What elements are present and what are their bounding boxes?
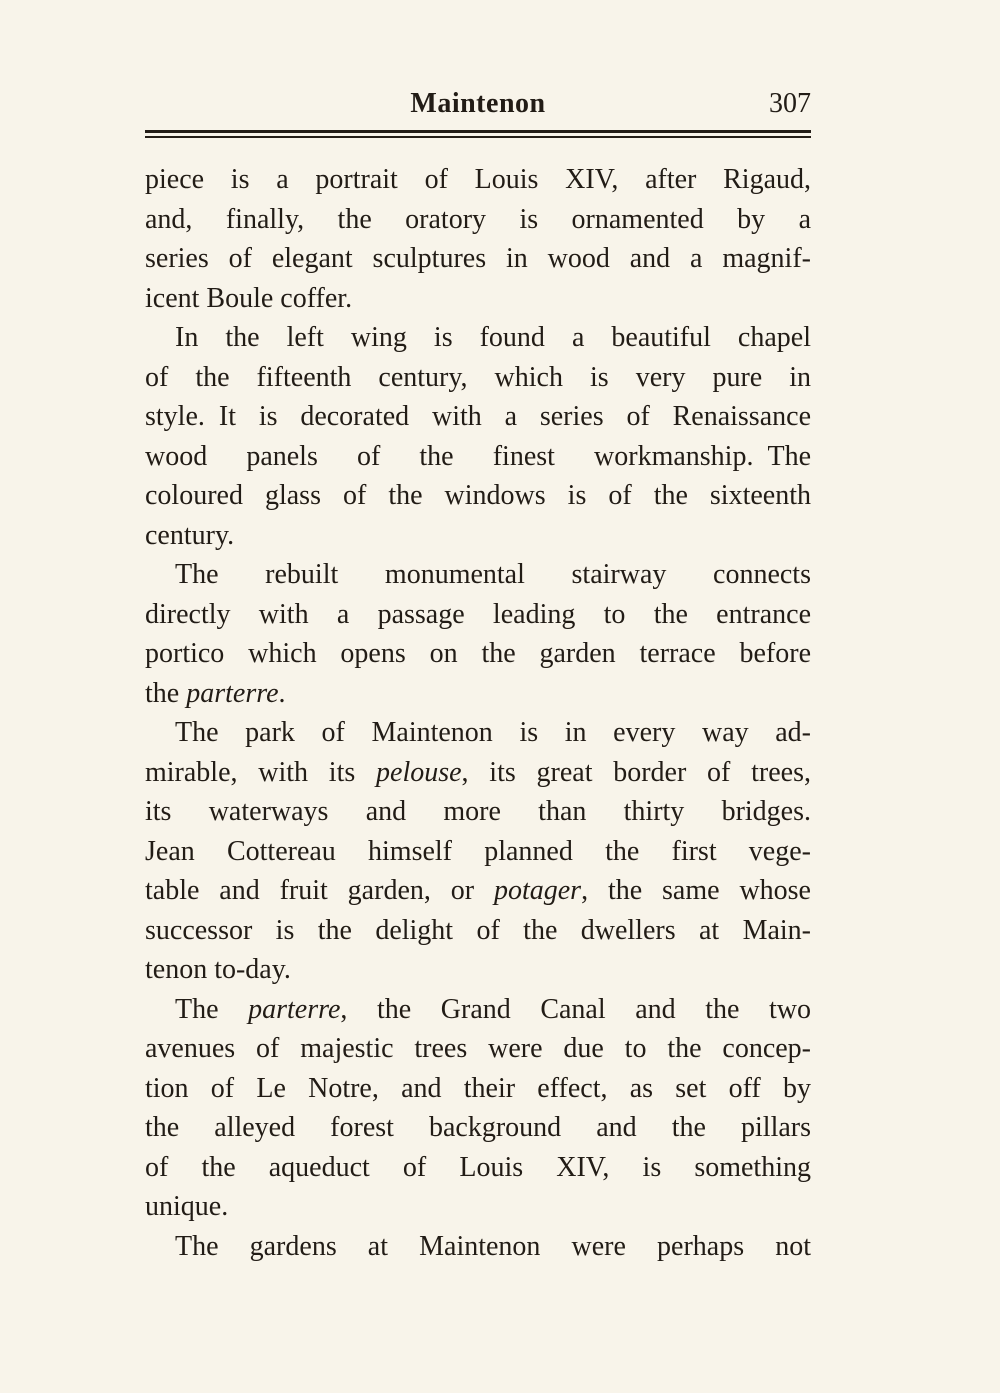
text-line — [145, 871, 811, 911]
text-segment: mirable, with its — [145, 756, 377, 788]
paragraph — [145, 555, 811, 713]
text-segment: directly with a passage leading to the entrance — [145, 598, 811, 630]
text-line — [145, 476, 811, 516]
page-title: Maintenon — [410, 88, 546, 119]
text-line — [145, 832, 811, 872]
text-segment: of the fifteenth century, which is very pure in — [145, 361, 811, 393]
text-line — [145, 279, 811, 319]
text-line — [145, 1029, 811, 1069]
text-segment: The gardens at Maintenon were perhaps not — [175, 1230, 811, 1262]
text-segment: series of elegant sculptures in wood and a magnif- — [145, 243, 811, 274]
text-line — [145, 595, 811, 635]
text-segment: table and fruit garden, or — [145, 875, 494, 906]
italic-text-segment: potager — [493, 875, 582, 906]
text-segment: In the left wing is found a beautiful chapel — [175, 322, 811, 353]
text-segment: The — [175, 993, 249, 1025]
text-line — [145, 1227, 811, 1267]
text-line — [145, 1069, 811, 1109]
text-segment: coloured glass of the windows is of the sixteenth — [145, 480, 811, 511]
text-line — [145, 792, 811, 832]
paragraph — [145, 318, 811, 555]
page-number: 307 — [769, 88, 811, 119]
text-line — [145, 358, 811, 398]
text-line — [145, 239, 811, 279]
text-segment: , the Grand Canal and the two — [340, 993, 811, 1025]
page-content — [145, 0, 811, 1266]
text-segment: Jean Cottereau himself planned the first vege- — [145, 835, 811, 867]
text-line — [145, 990, 811, 1030]
text-segment: its waterways and more than thirty bridges. — [145, 796, 811, 827]
header-rule — [145, 130, 811, 138]
text-line — [145, 160, 811, 200]
text-segment: of the aqueduct of Louis XIV, is something — [145, 1151, 811, 1183]
text-line — [145, 397, 811, 437]
text-line — [145, 911, 811, 951]
text-segment: wood panels of the finest workmanship. The — [145, 440, 811, 472]
paragraph — [145, 1227, 811, 1267]
text-line — [145, 437, 811, 477]
text-segment: tion of Le Notre, and their effect, as set off by — [145, 1072, 811, 1104]
italic-text-segment: parterre — [248, 993, 341, 1025]
text-line — [145, 1148, 811, 1188]
text-segment: . — [278, 677, 286, 709]
paragraph — [145, 713, 811, 990]
text-line — [145, 318, 811, 358]
italic-text-segment: pelouse — [376, 756, 462, 788]
text-line — [145, 713, 811, 753]
text-segment: unique. — [145, 1191, 229, 1222]
text-segment: and, finally, the oratory is ornamented by a — [145, 203, 811, 235]
italic-text-segment: parterre — [186, 677, 279, 709]
paragraph — [145, 990, 811, 1227]
text-segment: successor is the delight of the dwellers at Main- — [145, 914, 811, 946]
text-segment: style. It is decorated with a series of Renaissance — [145, 401, 811, 432]
text-segment: , its great border of trees, — [461, 756, 811, 788]
text-line — [145, 634, 811, 674]
text-line — [145, 200, 811, 240]
text-segment: The park of Maintenon is in every way ad- — [175, 717, 811, 748]
paragraph — [145, 160, 811, 318]
text-segment: piece is a portrait of Louis XIV, after Rigaud, — [145, 164, 811, 195]
text-segment: icent Boule coffer. — [145, 282, 353, 314]
text-line — [145, 1108, 811, 1148]
text-line — [145, 1187, 811, 1227]
text-line — [145, 950, 811, 990]
text-segment: , the same whose — [581, 875, 811, 906]
text-line — [145, 516, 811, 556]
text-segment: the alleyed forest background and the pillars — [145, 1112, 811, 1143]
text-line — [145, 674, 811, 714]
text-line — [145, 555, 811, 595]
running-header — [145, 88, 811, 122]
text-segment: avenues of majestic trees were due to the concep- — [145, 1033, 811, 1064]
text-segment: the — [145, 677, 187, 709]
text-block — [145, 160, 811, 1266]
text-line — [145, 753, 811, 793]
text-segment: portico which opens on the garden terrace before — [145, 638, 811, 669]
text-segment: century. — [145, 519, 235, 551]
text-segment: tenon to-day. — [145, 954, 291, 985]
text-segment: The rebuilt monumental stairway connects — [175, 559, 811, 590]
